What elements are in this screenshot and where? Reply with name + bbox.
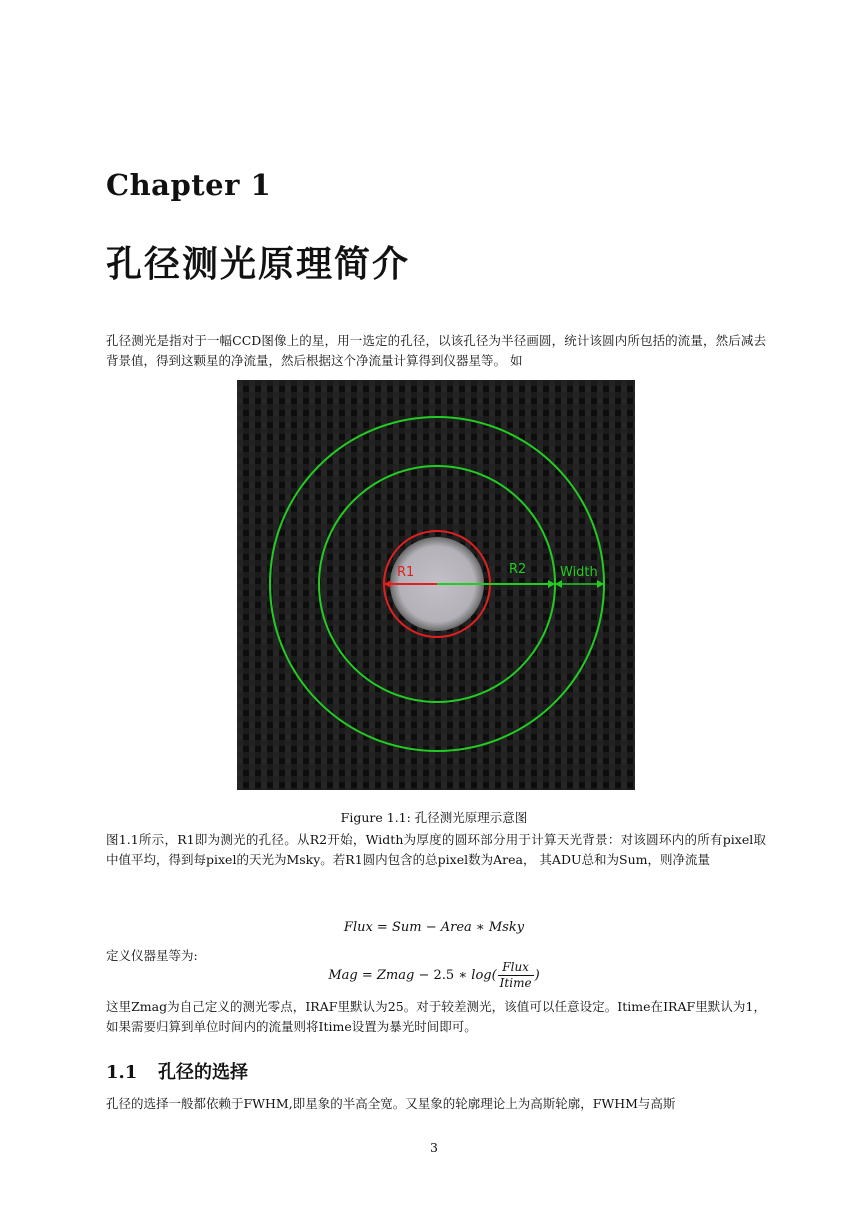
equation-mag-op: ∗ log( [454, 968, 497, 983]
intro-paragraph: 孔径测光是指对于一幅CCD图像上的星，用一选定的孔径，以该孔径为半径画圆，统计该圆内所包括的流量，然后减去背景值，得到这颗星的净流量，然后根据这个净流量计算得到仪器星等。 如 [106, 333, 766, 368]
equation-mag-numerator: Flux [498, 960, 534, 976]
page-number: 3 [430, 1140, 438, 1155]
section-heading [106, 1058, 248, 1084]
equation-mag-coef: 2.5 [433, 968, 455, 983]
paragraph-sky-background: 图1.1所示，R1即为测光的孔径。从R2开始，Width为厚度的圆环部分用于计算天光背景：对该圆环内的所有pixel取中值平均，得到每pixel的天光为Msky。若R1圆内包含的总pixel数为Area， 其ADU总和为Sum，则净流量 [106, 832, 766, 867]
figure-caption: Figure 1.1: 孔径测光原理示意图 [340, 810, 528, 825]
section-title: 孔径的选择 [158, 1062, 248, 1083]
equation-mag-denominator: Itime [499, 976, 532, 990]
equation-mag-close: ) [534, 968, 540, 983]
equation-mag [0, 960, 868, 991]
r1-label: R1 [397, 565, 415, 580]
mag-definition-label: 定义仪器星等为: [106, 948, 198, 963]
paragraph-zmag: 这里Zmag为自己定义的测光零点，IRAF里默认为25。对于较差测光，该值可以任意设定。Itime在IRAF里默认为1，如果需要归算到单位时间内的流量则将Itime设置为暴光时间即可。 [106, 999, 766, 1034]
width-label: Width [560, 565, 598, 580]
chapter-label: Chapter 1 [106, 168, 272, 202]
chapter-title: 孔径测光原理简介 [106, 243, 411, 285]
r2-label: R2 [509, 562, 527, 577]
equation-mag-fraction [498, 960, 534, 991]
equation-mag-lhs: Mag = Zmag − [328, 968, 434, 983]
aperture-photometry-figure [237, 380, 635, 790]
section-number: 1.1 [106, 1062, 138, 1083]
paragraph-aperture-choice: 孔径的选择一般都依赖于FWHM,即星象的半高全宽。又星象的轮廓理论上为高斯轮廓，FWHM与高斯 [106, 1096, 676, 1111]
equation-flux: Flux = Sum − Area ∗ Msky [343, 920, 525, 935]
